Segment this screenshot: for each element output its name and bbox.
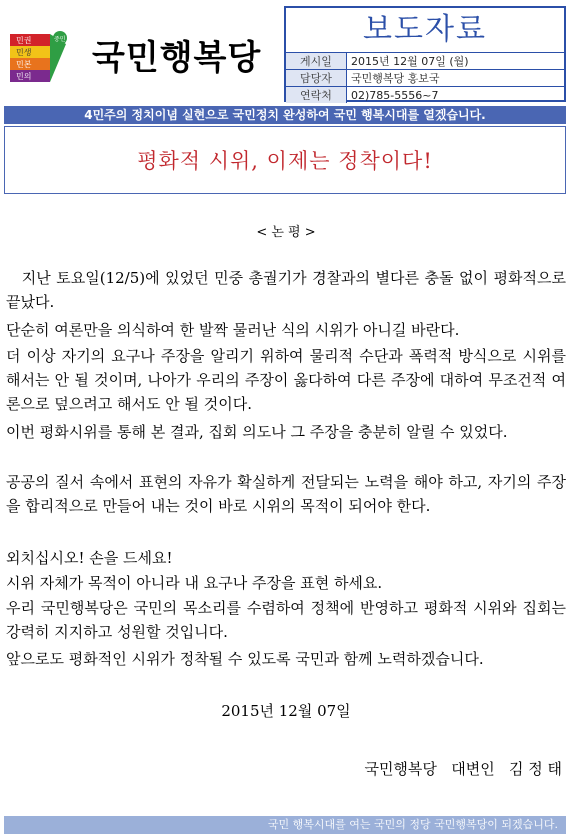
press-release-title: 보도자료 <box>363 12 487 47</box>
body-paragraph: 우리 국민행복당은 국민의 목소리를 수렴하여 정책에 반영하고 평화적 시위와 집회는 강력히 지지하고 성원할 것입니다. <box>6 599 566 641</box>
footer-bar: 국민 행복시대를 여는 국민의 정당 국민행복당이 되겠습니다. <box>4 816 566 834</box>
info-value: 02)785-5556~7 <box>347 87 565 104</box>
body-paragraph: 더 이상 자기의 요구나 주장을 알리기 위하여 물리적 수단과 폭력적 방식으로 시위를 해서는 안 될 것이며, 나아가 우리의 주장이 옳다하여 다른 주장에 대하여 무조건적 여론으로 덮으려고 해서도 안 될 것이다. <box>6 347 566 413</box>
info-row <box>286 87 564 104</box>
logo-word: 민생 <box>16 48 32 57</box>
body-paragraph: 시위 자체가 목적이 아니라 내 요구나 주장을 표현 하세요. <box>6 574 383 592</box>
headline: 평화적 시위, 이제는 정착이다! <box>137 149 433 173</box>
logo-word: 민본 <box>16 60 32 69</box>
info-label: 게시일 <box>286 53 347 70</box>
release-date: 2015년 12월 07일 <box>221 702 351 720</box>
info-row <box>286 53 564 70</box>
party-logo <box>8 28 68 86</box>
category-label: < 논 평 > <box>256 225 316 240</box>
info-value: 국민행복당 홍보국 <box>347 70 565 87</box>
headline-box <box>4 126 566 194</box>
info-value: 2015년 12월 07일 (월) <box>347 53 565 70</box>
motto-bar: 4민주의 정치이념 실현으로 국민정치 완성하여 국민 행복시대를 열겠습니다. <box>4 106 566 124</box>
party-name: 국민행복당 <box>92 38 262 78</box>
logo-word: 민의 <box>16 72 32 81</box>
body-paragraph: 단순히 여론만을 의식하여 한 발짝 물러난 식의 시위가 아니길 바란다. <box>6 321 460 339</box>
body-paragraph: 앞으로도 평화적인 시위가 정착될 수 있도록 국민과 함께 노력하겠습니다. <box>6 650 484 668</box>
body-paragraph: 외치십시오! 손을 드세요! <box>6 549 173 567</box>
press-release-box <box>284 6 566 102</box>
info-row <box>286 70 564 87</box>
body-paragraph: 지난 토요일(12/5)에 있었던 민중 총궐기가 경찰과의 별다른 충돌 없이 평화적으로 끝났다. <box>6 269 566 311</box>
info-label: 연락처 <box>286 87 347 104</box>
press-info-table <box>286 52 564 103</box>
info-label: 담당자 <box>286 70 347 87</box>
logo-word: 민권 <box>16 36 32 45</box>
body-paragraph: 공공의 질서 속에서 표현의 자유가 확실하게 전달되는 노력을 해야 하고, 자기의 주장을 합리적으로 만들어 내는 것이 바로 시위의 목적이 되어야 한다. <box>6 473 566 515</box>
signature: 국민행복당 대변인 김 정 태 <box>364 760 562 778</box>
logo-badge: 중민 <box>54 36 66 43</box>
body-paragraph: 이번 평화시위를 통해 본 결과, 집회 의도나 그 주장을 충분히 알릴 수 있었다. <box>6 423 508 441</box>
